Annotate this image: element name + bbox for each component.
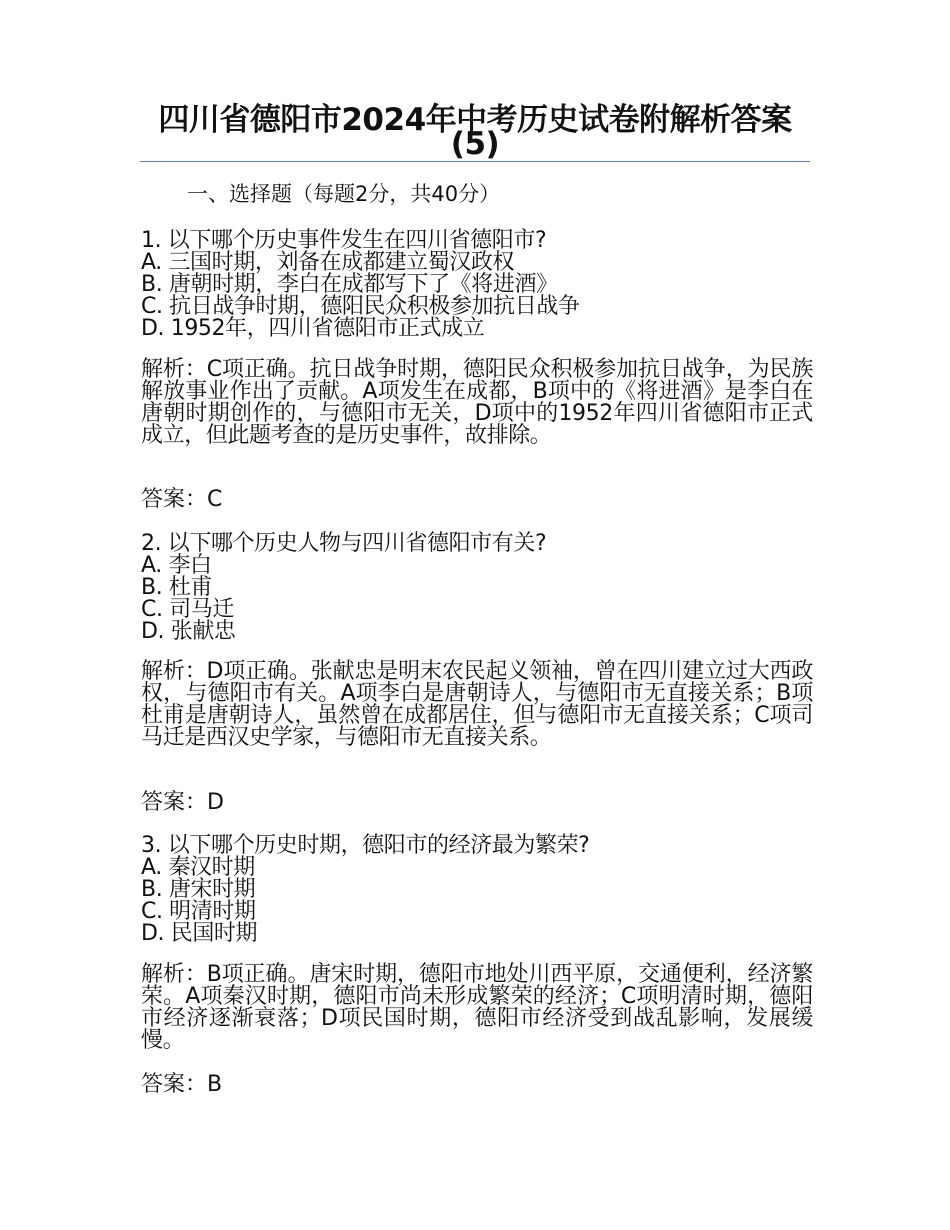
- option-b: B. 唐宋时期: [141, 877, 256, 902]
- option-d: D. 民国时期: [141, 921, 258, 946]
- analysis-2: 解析：D项正确。张献忠是明末农民起义领袖，曾在四川建立过大西政权，与德阳市有关。A项李白是唐朝诗人，与德阳市无直接关系；B项杜甫是唐朝诗人，虽然曾在成都居住，但与德阳市无直接关系；C项司马迁是西汉史学家，与德阳市无直接关系。: [141, 659, 813, 750]
- option-b: B. 唐朝时期，李白在成都写下了《将进酒》: [141, 272, 558, 297]
- option-a: A. 三国时期，刘备在成都建立蜀汉政权: [141, 250, 515, 275]
- analysis-1: 解析：C项正确。抗日战争时期，德阳民众积极参加抗日战争，为民族解放事业作出了贡献。A项发生在成都，B项中的《将进酒》是李白在唐朝时期创作的，与德阳市无关，D项中的1952年四川省德阳市正式成立，但此题考查的是历史事件，故排除。: [141, 357, 813, 448]
- question-stem: 2. 以下哪个历史人物与四川省德阳市有关?: [141, 531, 547, 556]
- section-header: 一、选择题（每题2分，共40分）: [187, 182, 501, 206]
- option-c: C. 司马迁: [141, 597, 234, 622]
- option-d: D. 1952年，四川省德阳市正式成立: [141, 316, 485, 341]
- option-c: C. 抗日战争时期，德阳民众积极参加抗日战争: [141, 294, 580, 319]
- option-c: C. 明清时期: [141, 899, 256, 924]
- analysis-3: 解析：B项正确。唐宋时期，德阳市地处川西平原，交通便利，经济繁荣。A项秦汉时期，德阳市尚未形成繁荣的经济；C项明清时期，德阳市经济逐渐衰落；D项民国时期，德阳市经济受到战乱影响，发展缓慢。: [141, 962, 813, 1053]
- answer-3: 答案：B: [141, 1072, 223, 1097]
- question-2: [141, 533, 813, 643]
- answer-2: 答案：D: [141, 790, 224, 815]
- question-1: [141, 230, 813, 340]
- option-d: D. 张献忠: [141, 619, 236, 644]
- option-a: A. 秦汉时期: [141, 855, 255, 880]
- option-a: A. 李白: [141, 553, 212, 578]
- title-divider: [140, 161, 810, 162]
- option-b: B. 杜甫: [141, 575, 213, 600]
- answer-1: 答案：C: [141, 487, 223, 512]
- page-title: 四川省德阳市2024年中考历史试卷附解析答案(5): [158, 102, 792, 162]
- question-stem: 1. 以下哪个历史事件发生在四川省德阳市?: [141, 228, 547, 253]
- question-3: [141, 835, 813, 945]
- question-stem: 3. 以下哪个历史时期，德阳市的经济最为繁荣?: [141, 833, 590, 858]
